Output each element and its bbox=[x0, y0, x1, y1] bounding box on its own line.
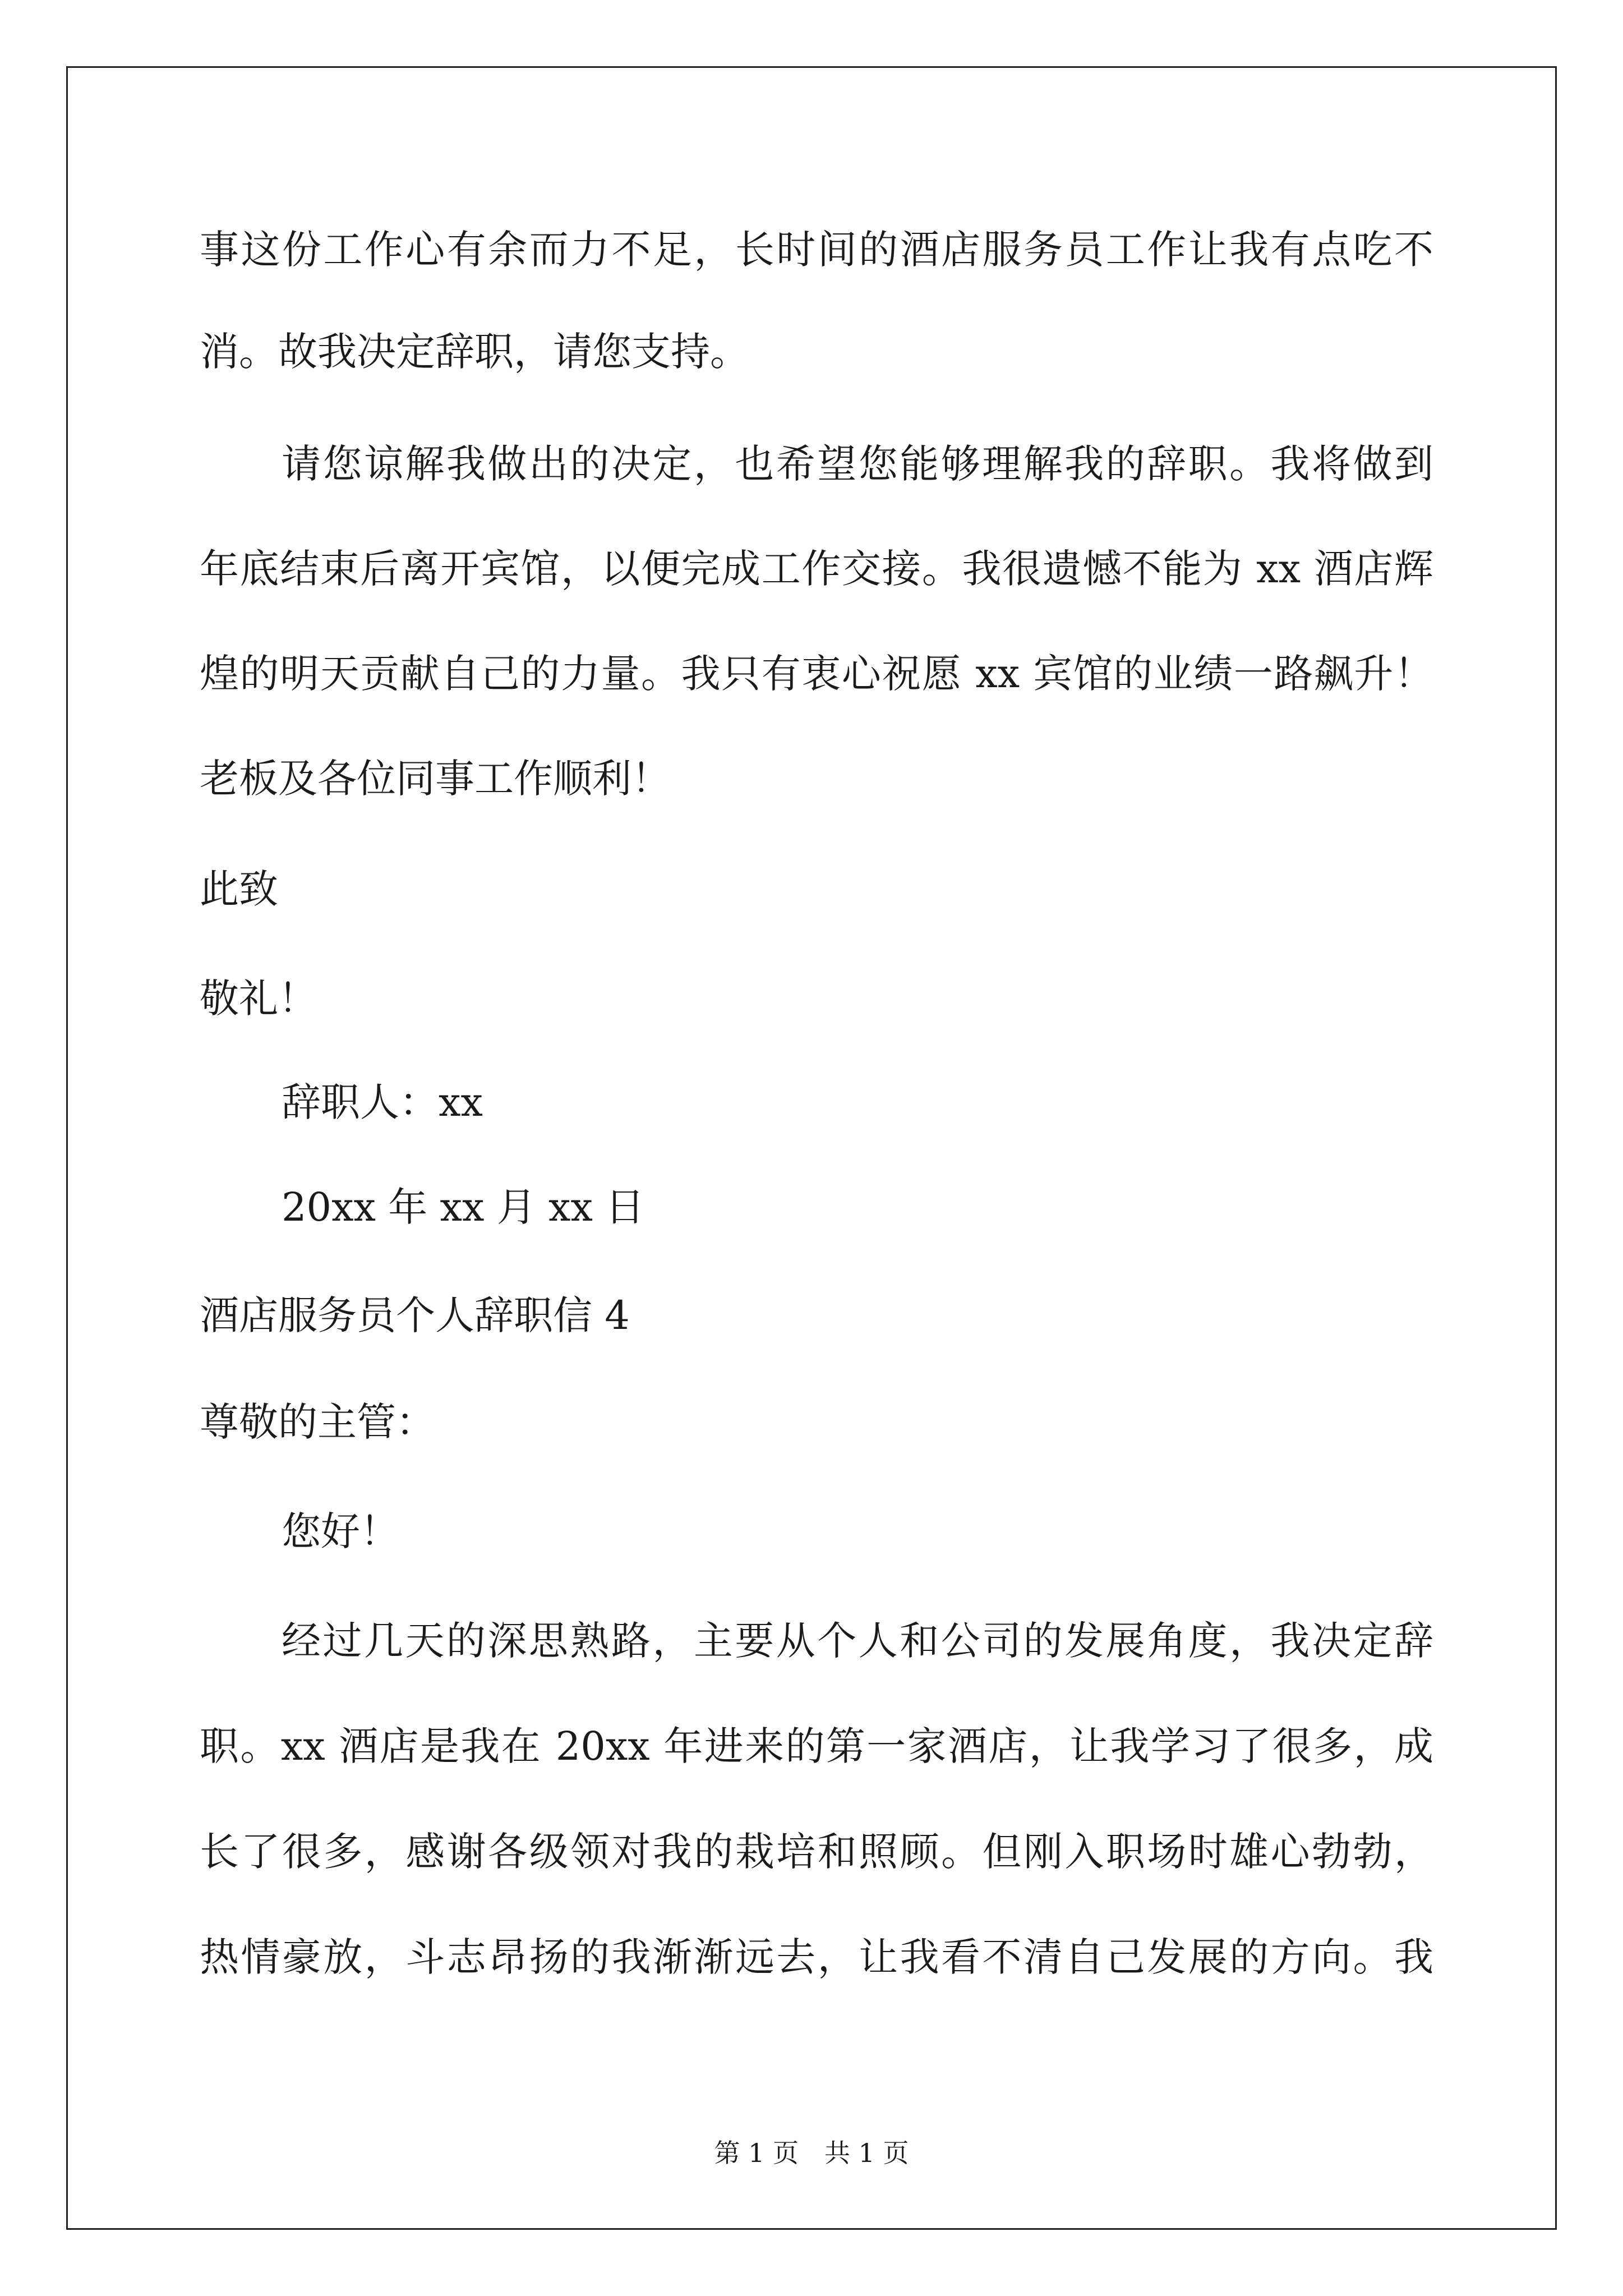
text-line: 老板及各位同事工作顺利！ bbox=[200, 756, 671, 802]
closing-regards: 敬礼！ bbox=[200, 976, 317, 1022]
closing-salutation: 此致 bbox=[200, 866, 278, 912]
date-line: 20xx 年 xx 月 xx 日 bbox=[282, 1184, 645, 1230]
text-line: 事这份工作心有余而力不足，长时间的酒店服务员工作让我有点吃不 bbox=[200, 227, 1433, 273]
text-line: 消。故我决定辞职，请您支持。 bbox=[200, 329, 749, 375]
page-footer: 第 1 页 共 1 页 bbox=[714, 2138, 909, 2168]
greeting: 您好！ bbox=[282, 1508, 399, 1554]
text-line: 热情豪放，斗志昂扬的我渐渐远去，让我看不清自己发展的方向。我 bbox=[200, 1934, 1433, 1980]
text-line: 煌的明天贡献自己的力量。我只有衷心祝愿 xx 宾馆的业绩一路飙升！ bbox=[200, 651, 1433, 697]
text-line: 长了很多，感谢各级领对我的栽培和照顾。但刚入职场时雄心勃勃， bbox=[200, 1829, 1433, 1875]
text-line: 请您谅解我做出的决定，也希望您能够理解我的辞职。我将做到 bbox=[282, 441, 1433, 487]
section-title: 酒店服务员个人辞职信 4 bbox=[200, 1292, 630, 1338]
text-line: 经过几天的深思熟路，主要从个人和公司的发展角度，我决定辞 bbox=[282, 1618, 1433, 1664]
signature-line: 辞职人：xx bbox=[282, 1079, 483, 1125]
text-line: 职。xx 酒店是我在 20xx 年进来的第一家酒店，让我学习了很多，成 bbox=[200, 1723, 1433, 1769]
greeting-recipient: 尊敬的主管： bbox=[200, 1399, 435, 1445]
page-border bbox=[66, 66, 1557, 2230]
text-line: 年底结束后离开宾馆，以便完成工作交接。我很遗憾不能为 xx 酒店辉 bbox=[200, 546, 1433, 592]
